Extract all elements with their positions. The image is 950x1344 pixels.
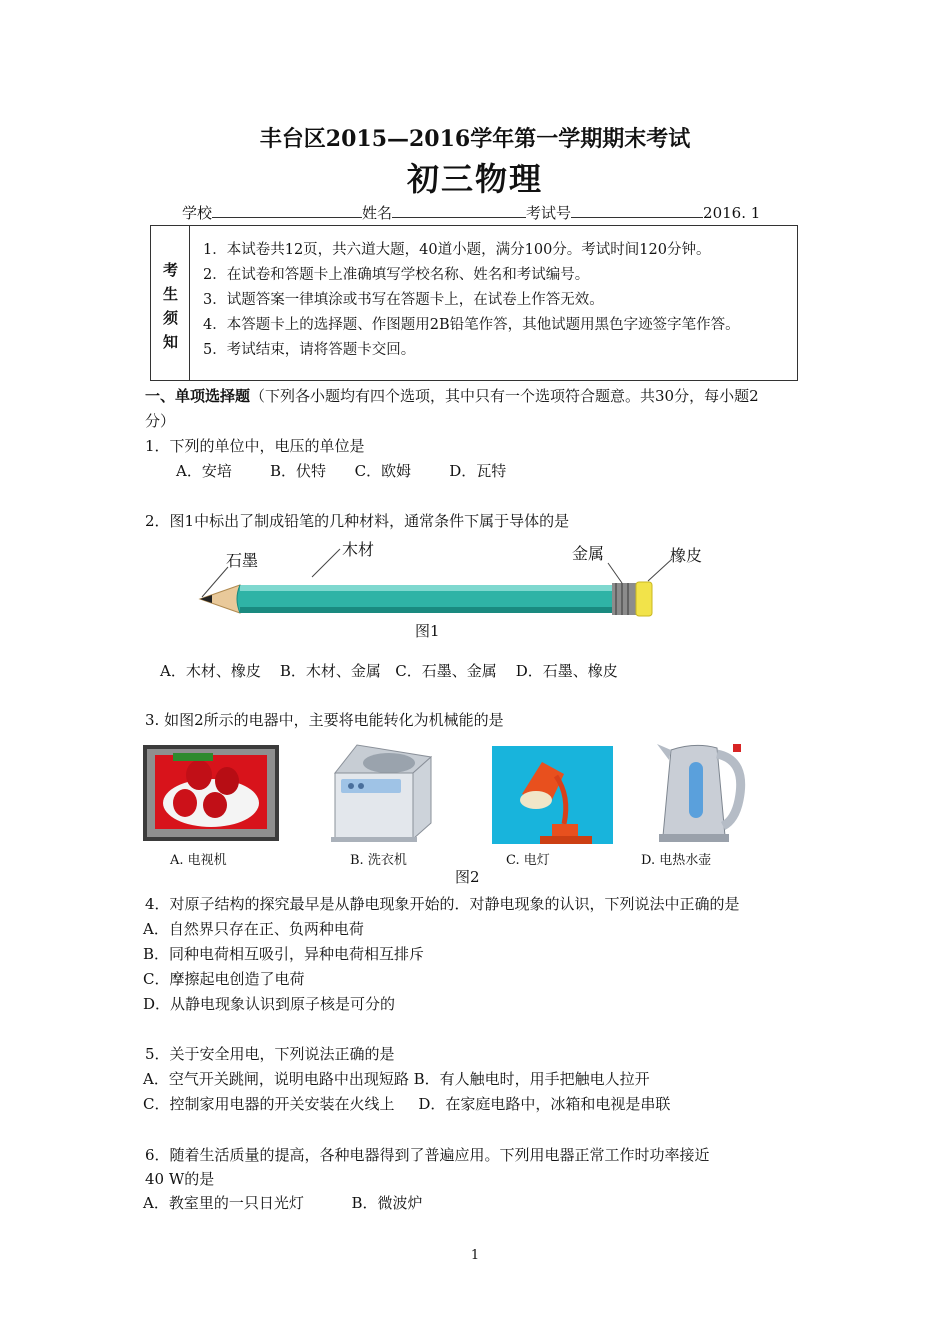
notice-items <box>203 238 740 363</box>
q6-stem-cont: 40 W的是 <box>145 1170 215 1188</box>
subject-title: 初三物理 <box>406 160 543 198</box>
name-label: 姓名 <box>362 204 393 222</box>
section1-heading: 一、单项选择题 <box>145 387 251 405</box>
q4-option-d: D．从静电现象认识到原子核是可分的 <box>143 995 396 1013</box>
q3-stem: 3. 如图2所示的电器中，主要将电能转化为机械能的是 <box>145 711 504 729</box>
q4-option-c: C．摩擦起电创造了电荷 <box>143 970 305 988</box>
notice-item: 3．试题答案一律填涂或书写在答题卡上，在试卷上作答无效。 <box>203 292 604 308</box>
section1-desc-cont: 分） <box>145 412 176 430</box>
caption-washer: B. 洗衣机 <box>350 853 407 868</box>
pencil-illustration <box>190 535 720 625</box>
school-label: 学校 <box>182 204 213 222</box>
q4-option-b: B．同种电荷相互吸引，异种电荷相互排斥 <box>143 945 425 963</box>
q5-options-line2: C．控制家用电器的开关安装在火线上 D．在家庭电路中，冰箱和电视是串联 <box>143 1095 671 1113</box>
exam-no-blank <box>571 202 703 218</box>
school-blank <box>212 202 362 218</box>
caption-tv: A. 电视机 <box>170 853 227 868</box>
label-graphite: 石墨 <box>226 551 259 570</box>
notice-side-label <box>151 226 190 380</box>
exam-no-label: 考试号 <box>526 204 572 222</box>
notice-item: 5．考试结束，请将答题卡交回。 <box>203 342 416 358</box>
q5-options-line1: A．空气开关跳闸，说明电路中出现短路 B．有人触电时，用手把触电人拉开 <box>143 1070 650 1088</box>
figure2-caption: 图2 <box>455 868 480 886</box>
lamp-image <box>492 746 613 844</box>
q1-stem: 1．下列的单位中，电压的单位是 <box>145 437 365 455</box>
name-blank <box>392 202 526 218</box>
exam-date: 2016. 1 <box>703 204 761 222</box>
caption-lamp: C. 电灯 <box>506 853 550 868</box>
q4-option-a: A．自然界只存在正、负两种电荷 <box>143 920 364 938</box>
q2-options: A．木材、橡皮 B．木材、金属 C．石墨、金属 D．石墨、橡皮 <box>160 662 618 680</box>
section1-desc: （下列各小题均有四个选项，其中只有一个选项符合题意。共30分，每小题2 <box>250 387 759 405</box>
label-eraser: 橡皮 <box>670 546 703 565</box>
washing-machine-icon <box>327 743 437 843</box>
caption-kettle: D. 电热水壶 <box>641 853 712 868</box>
q2-stem: 2．图1中标出了制成铅笔的几种材料，通常条件下属于导体的是 <box>145 512 570 530</box>
kettle-image <box>655 740 747 844</box>
tv-image <box>143 745 279 841</box>
notice-side-char: 生 <box>163 285 179 303</box>
section1-heading-line <box>145 385 759 406</box>
exam-title: 丰台区2015—2016学年第一学期期末考试 <box>259 126 691 152</box>
page-number: 1 <box>470 1248 480 1263</box>
notice-side-char: 考 <box>163 261 179 279</box>
q5-stem: 5．关于安全用电，下列说法正确的是 <box>145 1045 395 1063</box>
desk-lamp-icon <box>492 746 613 844</box>
electric-kettle-icon <box>655 740 747 844</box>
notice-side-char: 须 <box>163 309 179 327</box>
pencil-figure <box>190 535 720 625</box>
q4-stem: 4．对原子结构的探究最早是从静电现象开始的．对静电现象的认识，下列说法中正确的是 <box>145 895 740 913</box>
notice-item: 2．在试卷和答题卡上准确填写学校名称、姓名和考试编号。 <box>203 267 590 283</box>
label-wood: 木材 <box>342 540 375 559</box>
student-info-line <box>182 202 760 223</box>
notice-side-char: 知 <box>163 333 179 351</box>
q6-options: A．教室里的一只日光灯 B．微波炉 <box>143 1194 423 1212</box>
q6-stem: 6．随着生活质量的提高，各种电器得到了普遍应用。下列用电器正常工作时功率接近 <box>145 1146 710 1164</box>
notice-item: 1．本试卷共12页，共六道大题，40道小题，满分100分。考试时间120分钟。 <box>203 242 711 258</box>
label-metal: 金属 <box>572 544 605 563</box>
tv-icon <box>143 745 279 841</box>
washer-image <box>327 743 437 843</box>
exam-notice-box <box>150 225 798 381</box>
notice-item: 4．本答题卡上的选择题、作图题用2B铅笔作答，其他试题用黑色字迹签字笔作答。 <box>203 317 740 333</box>
q1-options: A．安培 B．伏特 C．欧姆 D．瓦特 <box>176 462 507 480</box>
figure1-caption: 图1 <box>415 622 440 640</box>
